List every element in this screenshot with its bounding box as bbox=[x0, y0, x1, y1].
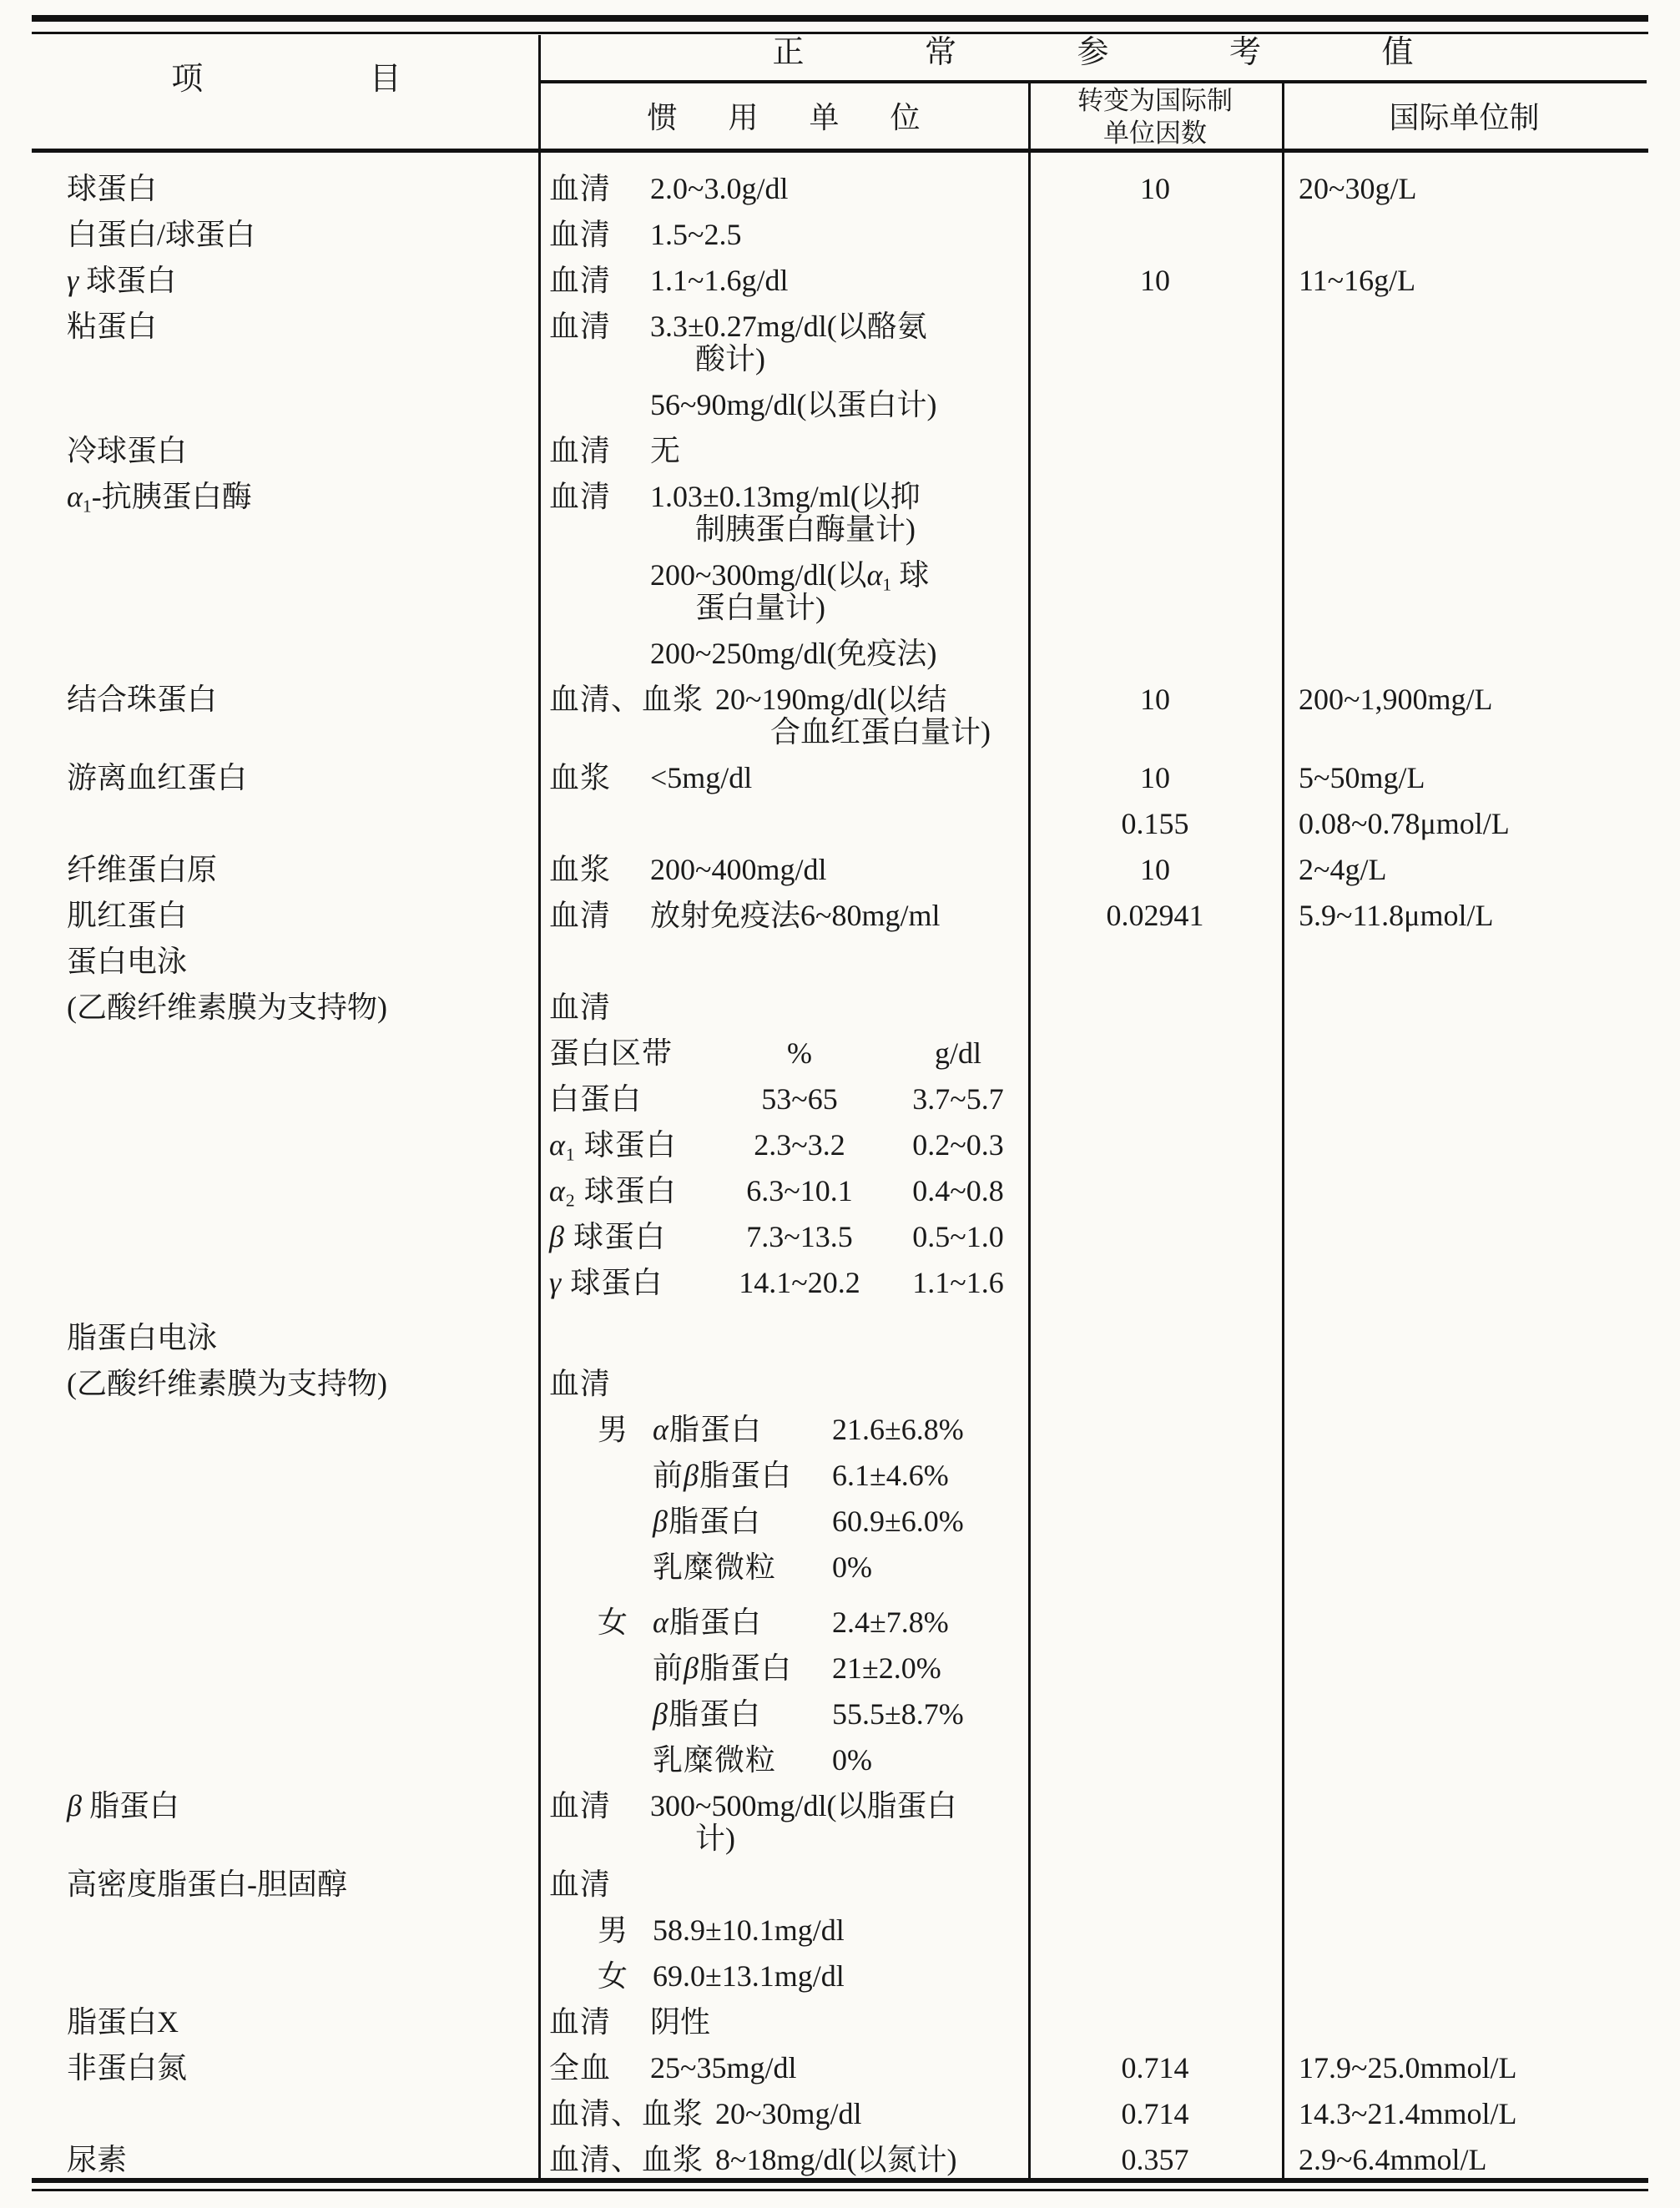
row-zone-name: β 球蛋白 bbox=[549, 1220, 666, 1253]
row-conventional-cell bbox=[539, 1368, 1028, 1399]
row-specimen: 血清 bbox=[549, 218, 612, 251]
row-value: 6.1±4.6% bbox=[832, 1459, 949, 1492]
row-conventional-cell bbox=[539, 1037, 1028, 1069]
table-row bbox=[33, 1037, 1647, 1069]
row-conventional-cell bbox=[539, 1459, 1028, 1491]
row-sex-label: 男 bbox=[598, 1413, 628, 1446]
table-row bbox=[33, 638, 1647, 669]
table-row bbox=[33, 1414, 1647, 1445]
row-value: 1.5~2.5 bbox=[650, 218, 742, 251]
row-specimen: 血清 bbox=[549, 434, 612, 467]
table-row bbox=[33, 1822, 1647, 1854]
table-row bbox=[33, 1551, 1647, 1583]
table-row bbox=[33, 808, 1647, 839]
row-specimen: 血浆 bbox=[549, 853, 612, 886]
row-conventional-cell bbox=[539, 265, 1028, 296]
table-row bbox=[33, 435, 1647, 466]
table-row bbox=[33, 1790, 1647, 1822]
row-zone-gdl: 0.5~1.0 bbox=[912, 1220, 1004, 1253]
table-top-rule-thin bbox=[32, 32, 1648, 34]
row-item: (乙酸纤维素膜为支持物) bbox=[67, 1367, 387, 1400]
row-conventional-cell bbox=[539, 683, 1028, 715]
table-bottom-rule-thin bbox=[32, 2189, 1648, 2191]
row-value: 58.9±10.1mg/dl bbox=[653, 1913, 845, 1947]
row-value: <5mg/dl bbox=[650, 761, 753, 794]
row-conversion-factor: 10 bbox=[1140, 264, 1170, 297]
header-conventional-units: 惯 用 单 位 bbox=[647, 101, 921, 134]
row-item: 纤维蛋白原 bbox=[67, 853, 218, 886]
table-row bbox=[33, 900, 1647, 931]
row-item: (乙酸纤维素膜为支持物) bbox=[67, 991, 387, 1024]
row-si-value: 2~4g/L bbox=[1299, 853, 1387, 886]
row-conventional-cell bbox=[539, 854, 1028, 885]
row-value: 8~18mg/dl(以氮计) bbox=[715, 2143, 957, 2176]
row-value: 3.3±0.27mg/dl(以酪氨 bbox=[650, 310, 927, 343]
row-value: 制胰蛋白酶量计) bbox=[695, 512, 916, 546]
table-top-rule-thick bbox=[32, 15, 1648, 22]
row-zone-percent: % bbox=[787, 1036, 812, 1070]
table-row bbox=[33, 2006, 1647, 2038]
header-normal-reference-value: 正 常 参 考 值 bbox=[772, 35, 1414, 70]
row-conventional-cell bbox=[539, 638, 1028, 669]
row-item: 冷球蛋白 bbox=[67, 434, 188, 467]
row-conventional-cell bbox=[539, 1914, 1028, 1946]
row-specimen: 血清 bbox=[549, 899, 612, 932]
table-row bbox=[33, 1606, 1647, 1638]
row-subitem-name: α脂蛋白 bbox=[653, 1606, 762, 1639]
row-conversion-factor: 0.155 bbox=[1121, 807, 1189, 840]
table-row bbox=[33, 389, 1647, 421]
row-subitem-name: 前β脂蛋白 bbox=[653, 1459, 792, 1492]
row-value: 200~400mg/dl bbox=[650, 853, 827, 886]
row-conversion-factor: 10 bbox=[1140, 683, 1170, 716]
table-row bbox=[33, 1083, 1647, 1115]
row-conventional-cell bbox=[539, 435, 1028, 466]
row-subitem-name: 前β脂蛋白 bbox=[653, 1651, 792, 1685]
row-zone-name: γ 球蛋白 bbox=[549, 1266, 663, 1299]
row-value: 55.5±8.7% bbox=[832, 1697, 964, 1731]
table-row bbox=[33, 1505, 1647, 1537]
row-specimen: 全血 bbox=[549, 2051, 612, 2084]
row-conventional-cell bbox=[539, 1606, 1028, 1638]
row-conventional-cell bbox=[539, 1652, 1028, 1684]
row-si-value: 5~50mg/L bbox=[1299, 761, 1425, 794]
row-value: 21±2.0% bbox=[832, 1651, 941, 1685]
table-bottom-rule-thick bbox=[32, 2178, 1648, 2183]
table-row bbox=[33, 854, 1647, 885]
row-specimen: 血清 bbox=[549, 2005, 612, 2039]
table-row bbox=[33, 1322, 1647, 1354]
row-conventional-cell bbox=[539, 481, 1028, 512]
header-si-conversion-factor-line2: 单位因数 bbox=[1103, 118, 1207, 148]
row-conventional-cell bbox=[539, 513, 1028, 545]
row-value: 计) bbox=[695, 1822, 735, 1855]
row-si-value: 0.08~0.78μmol/L bbox=[1299, 807, 1510, 840]
table-row bbox=[33, 1267, 1647, 1298]
row-specimen: 血清 bbox=[549, 1367, 612, 1400]
row-conventional-cell bbox=[539, 592, 1028, 623]
row-si-value: 5.9~11.8μmol/L bbox=[1299, 899, 1494, 932]
row-conventional-cell bbox=[539, 1822, 1028, 1854]
row-item: 脂蛋白X bbox=[67, 2005, 179, 2039]
table-row bbox=[33, 716, 1647, 748]
row-value: 200~300mg/dl(以$\alpha_1$ 球 bbox=[650, 558, 930, 595]
row-zone-gdl: 1.1~1.6 bbox=[912, 1266, 1004, 1299]
row-value: 酸计) bbox=[695, 342, 765, 376]
row-item: 肌红蛋白 bbox=[67, 899, 188, 932]
table-row bbox=[33, 592, 1647, 623]
row-specimen: 血清、血浆 bbox=[549, 2097, 704, 2130]
row-item: $\alpha_1-$抗胰蛋白酶 bbox=[67, 480, 252, 517]
row-conventional-cell bbox=[539, 1083, 1028, 1115]
table-row bbox=[33, 1128, 1647, 1165]
row-specimen: 血清 bbox=[549, 172, 612, 205]
header-si-conversion-factor-line1: 转变为国际制 bbox=[1077, 86, 1233, 115]
row-conventional-cell bbox=[539, 1744, 1028, 1776]
row-item: 游离血红蛋白 bbox=[67, 761, 248, 794]
row-zone-percent: 6.3~10.1 bbox=[746, 1174, 853, 1207]
row-value: 0% bbox=[832, 1743, 872, 1777]
row-value: 阴性 bbox=[650, 2005, 711, 2039]
row-conventional-cell bbox=[539, 900, 1028, 931]
row-zone-percent: 14.1~20.2 bbox=[739, 1266, 860, 1299]
table-row bbox=[33, 1744, 1647, 1776]
row-zone-gdl: g/dl bbox=[934, 1036, 981, 1070]
row-zone-name: 蛋白区带 bbox=[549, 1036, 674, 1070]
table-row bbox=[33, 219, 1647, 250]
row-zone-name: $\alpha_2$ 球蛋白 bbox=[549, 1174, 677, 1211]
row-specimen: 血清、血浆 bbox=[549, 683, 704, 716]
row-value: 20~190mg/dl(以结 bbox=[715, 683, 947, 716]
row-value: 1.03±0.13mg/ml(以抑 bbox=[650, 480, 921, 513]
row-conventional-cell bbox=[539, 343, 1028, 375]
row-conventional-cell bbox=[539, 2052, 1028, 2084]
row-specimen: 血清、血浆 bbox=[549, 2143, 704, 2176]
row-conventional-cell bbox=[539, 716, 1028, 748]
row-value: 1.1~1.6g/dl bbox=[650, 264, 789, 297]
table-row bbox=[33, 1174, 1647, 1211]
row-zone-gdl: 0.4~0.8 bbox=[912, 1174, 1004, 1207]
row-item: 非蛋白氮 bbox=[67, 2051, 188, 2084]
row-conventional-cell bbox=[539, 1505, 1028, 1537]
row-conversion-factor: 10 bbox=[1140, 172, 1170, 205]
row-si-value: 11~16g/L bbox=[1299, 264, 1416, 297]
table-row bbox=[33, 480, 1647, 517]
row-zone-percent: 2.3~3.2 bbox=[754, 1128, 845, 1162]
row-value: 放射免疫法6~80mg/ml bbox=[650, 899, 941, 932]
row-value: 0% bbox=[832, 1550, 872, 1584]
table-row bbox=[33, 2144, 1647, 2175]
row-subitem-name: 乳糜微粒 bbox=[653, 1550, 777, 1584]
row-sex-label: 女 bbox=[598, 1606, 628, 1639]
table-row bbox=[33, 945, 1647, 977]
row-conventional-cell bbox=[539, 558, 1028, 595]
row-sex-label: 男 bbox=[598, 1913, 628, 1947]
table-body bbox=[33, 153, 1647, 2175]
row-conventional-cell bbox=[539, 1698, 1028, 1730]
row-conventional-cell bbox=[539, 991, 1028, 1023]
row-value: 合血红蛋白量计) bbox=[770, 715, 991, 749]
row-si-value: 17.9~25.0mmol/L bbox=[1299, 2051, 1517, 2084]
table-row bbox=[33, 1698, 1647, 1730]
table-row bbox=[33, 1914, 1647, 1946]
row-conversion-factor: 0.714 bbox=[1121, 2097, 1189, 2130]
row-subitem-name: α脂蛋白 bbox=[653, 1413, 762, 1446]
row-sex-label: 女 bbox=[598, 1959, 628, 1993]
row-item: 高密度脂蛋白-胆固醇 bbox=[67, 1868, 347, 1901]
row-conventional-cell bbox=[539, 1868, 1028, 1900]
row-conventional-cell bbox=[539, 1267, 1028, 1298]
row-conventional-cell bbox=[539, 2144, 1028, 2175]
row-item: 尿素 bbox=[67, 2143, 128, 2176]
row-specimen: 血清 bbox=[549, 264, 612, 297]
row-conventional-cell bbox=[539, 1414, 1028, 1445]
row-specimen: 血清 bbox=[549, 991, 612, 1024]
row-si-value: 200~1,900mg/L bbox=[1299, 683, 1493, 716]
row-zone-name: 白蛋白 bbox=[549, 1082, 643, 1116]
table-row bbox=[33, 1459, 1647, 1491]
table-row bbox=[33, 265, 1647, 296]
row-conventional-cell bbox=[539, 1128, 1028, 1165]
row-value: 蛋白量计) bbox=[695, 591, 825, 624]
row-specimen: 血浆 bbox=[549, 761, 612, 794]
row-zone-gdl: 0.2~0.3 bbox=[912, 1128, 1004, 1162]
row-subitem-name: β脂蛋白 bbox=[653, 1697, 761, 1731]
table-row bbox=[33, 310, 1647, 342]
row-value: 300~500mg/dl(以脂蛋白 bbox=[650, 1789, 957, 1822]
row-conventional-cell bbox=[539, 2098, 1028, 2130]
row-value: 60.9±6.0% bbox=[832, 1505, 964, 1538]
row-conventional-cell bbox=[539, 1790, 1028, 1822]
row-subitem-name: β脂蛋白 bbox=[653, 1505, 761, 1538]
row-specimen: 血清 bbox=[549, 310, 612, 343]
table-row bbox=[33, 343, 1647, 375]
row-conventional-cell bbox=[539, 173, 1028, 204]
row-item: γ 球蛋白 bbox=[67, 264, 177, 297]
row-conventional-cell bbox=[539, 389, 1028, 421]
header-item-column: 项 目 bbox=[171, 62, 401, 97]
row-zone-gdl: 3.7~5.7 bbox=[912, 1082, 1004, 1116]
table-row bbox=[33, 558, 1647, 595]
row-value: 25~35mg/dl bbox=[650, 2051, 797, 2084]
row-conversion-factor: 10 bbox=[1140, 761, 1170, 794]
row-si-value: 14.3~21.4mmol/L bbox=[1299, 2097, 1517, 2130]
header-si-conversion-factor bbox=[1028, 84, 1282, 149]
row-subitem-name: 乳糜微粒 bbox=[653, 1743, 777, 1777]
row-specimen: 血清 bbox=[549, 1789, 612, 1822]
row-value: 200~250mg/dl(免疫法) bbox=[650, 637, 937, 670]
table-row bbox=[33, 513, 1647, 545]
row-zone-name: $\alpha_1$ 球蛋白 bbox=[549, 1128, 677, 1165]
row-conversion-factor: 0.357 bbox=[1121, 2143, 1189, 2176]
table-row bbox=[33, 173, 1647, 204]
row-value: 21.6±6.8% bbox=[832, 1413, 964, 1446]
table-row bbox=[33, 991, 1647, 1023]
row-conventional-cell bbox=[539, 762, 1028, 794]
table-row bbox=[33, 1368, 1647, 1399]
row-conversion-factor: 10 bbox=[1140, 853, 1170, 886]
row-item: β 脂蛋白 bbox=[67, 1789, 179, 1822]
table-row bbox=[33, 2052, 1647, 2084]
header-si-units: 国际单位制 bbox=[1389, 101, 1540, 134]
row-conversion-factor: 0.02941 bbox=[1106, 899, 1204, 932]
row-item: 蛋白电泳 bbox=[67, 945, 188, 978]
row-conventional-cell bbox=[539, 1174, 1028, 1211]
table-row bbox=[33, 1221, 1647, 1253]
row-conventional-cell bbox=[539, 1960, 1028, 1992]
table-row bbox=[33, 762, 1647, 794]
row-value: 20~30mg/dl bbox=[715, 2097, 862, 2130]
row-value: 无 bbox=[650, 434, 681, 467]
row-specimen: 血清 bbox=[549, 480, 612, 513]
row-conventional-cell bbox=[539, 310, 1028, 342]
row-specimen: 血清 bbox=[549, 1868, 612, 1901]
row-zone-percent: 7.3~13.5 bbox=[746, 1220, 853, 1253]
row-si-value: 2.9~6.4mmol/L bbox=[1299, 2143, 1487, 2176]
row-item: 白蛋白/球蛋白 bbox=[67, 218, 256, 251]
row-si-value: 20~30g/L bbox=[1299, 172, 1417, 205]
row-conventional-cell bbox=[539, 1551, 1028, 1583]
row-item: 脂蛋白电泳 bbox=[67, 1321, 218, 1354]
row-value: 69.0±13.1mg/dl bbox=[653, 1959, 845, 1993]
row-item: 球蛋白 bbox=[67, 172, 158, 205]
normal-value-header-underline bbox=[539, 80, 1647, 83]
row-item: 粘蛋白 bbox=[67, 310, 158, 343]
row-conventional-cell bbox=[539, 219, 1028, 250]
table-row bbox=[33, 1868, 1647, 1900]
row-value: 2.0~3.0g/dl bbox=[650, 172, 789, 205]
row-conventional-cell bbox=[539, 2006, 1028, 2038]
table-row bbox=[33, 1652, 1647, 1684]
row-item: 结合珠蛋白 bbox=[67, 683, 218, 716]
row-conversion-factor: 0.714 bbox=[1121, 2051, 1189, 2084]
row-conventional-cell bbox=[539, 1221, 1028, 1253]
table-row bbox=[33, 2098, 1647, 2130]
table-row bbox=[33, 1960, 1647, 1992]
row-zone-percent: 53~65 bbox=[761, 1082, 838, 1116]
row-value: 2.4±7.8% bbox=[832, 1606, 949, 1639]
row-value: 56~90mg/dl(以蛋白计) bbox=[650, 388, 937, 421]
table-row bbox=[33, 683, 1647, 715]
